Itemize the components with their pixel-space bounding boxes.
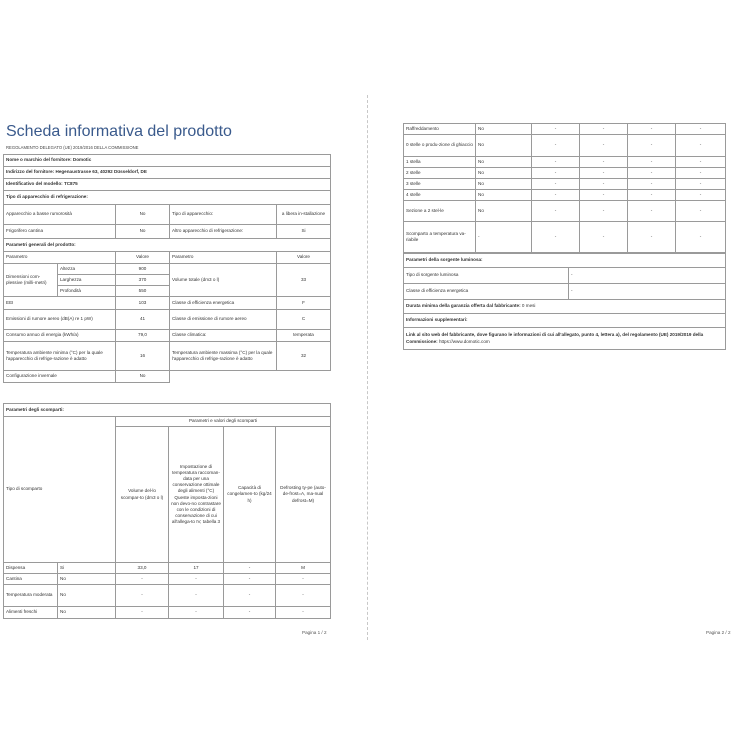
- cell-dash: -: [676, 179, 726, 190]
- col-value-1: Valore: [116, 252, 170, 264]
- compartment-present: No: [476, 190, 532, 201]
- min-temp-label: Temperatura ambiente minima (°C) per la quale l'apparecchio di refrige-razione è adatto: [4, 342, 116, 371]
- consumption-value: 79,0: [116, 330, 170, 342]
- freezing-capacity-header: Capacità di congelamen-to (kg/24 h): [224, 427, 276, 563]
- col-value-2: Valore: [277, 252, 331, 264]
- cell-dash: -: [532, 190, 580, 201]
- compartment-volume: -: [116, 574, 169, 585]
- compartment-present: No: [476, 124, 532, 135]
- compartment-freeze: -: [224, 563, 276, 574]
- cell-dash: -: [628, 201, 676, 222]
- compartment-present: Si: [58, 563, 116, 574]
- total-volume-value: 33: [277, 264, 331, 297]
- compartment-name: Raffreddamento: [404, 124, 476, 135]
- cell-dash: -: [676, 201, 726, 222]
- supplier-name: Nome o marchio del fornitore: Domotic: [4, 155, 331, 167]
- noise-class-value: C: [277, 310, 331, 330]
- document-page-2: [370, 95, 736, 640]
- compartment-name: Alimenti freschi: [4, 607, 58, 619]
- energy-class-value: F: [277, 297, 331, 310]
- light-class-value: -: [569, 284, 726, 300]
- light-source-table: [403, 253, 726, 350]
- eei-label: EEI: [4, 297, 116, 310]
- compartment-defrost: -: [276, 574, 331, 585]
- light-class-label: Classe di efficienza energetica: [404, 284, 569, 300]
- light-type-value: -: [569, 268, 726, 284]
- compartment-name: 0 stelle o produ-zione di ghiaccio: [404, 135, 476, 157]
- cell-dash: -: [676, 124, 726, 135]
- width-label: Larghezza: [58, 275, 116, 286]
- low-noise-value: No: [116, 205, 170, 225]
- compartment-present: No: [476, 179, 532, 190]
- consumption-label: Consumo annuo di energia (kWh/a): [4, 330, 116, 342]
- compartment-present: No: [476, 135, 532, 157]
- document-page-1: [0, 95, 364, 640]
- compartment-defrost: -: [276, 607, 331, 619]
- noise-value: 41: [116, 310, 170, 330]
- general-params-header: Parametri generali del prodotto:: [4, 239, 331, 252]
- page-number-2: Pagina 2 / 2: [706, 630, 731, 635]
- cell-dash: -: [532, 168, 580, 179]
- appliance-type-label: Tipo di apparecchio:: [170, 205, 277, 225]
- height-label: Altezza: [58, 264, 116, 275]
- max-temp-value: 32: [277, 342, 331, 371]
- depth-label: Profondità: [58, 286, 116, 297]
- col-param-2: Parametro: [170, 252, 277, 264]
- compartment-freeze: -: [224, 574, 276, 585]
- compartment-table-continued: [403, 123, 726, 253]
- light-source-header: Parametri della sorgente luminosa:: [404, 254, 726, 268]
- page-divider: [367, 95, 368, 640]
- manufacturer-link[interactable]: https://www.domotic.com: [438, 338, 490, 344]
- light-type-label: Tipo di sorgente luminosa: [404, 268, 569, 284]
- empty-cell: [170, 371, 331, 383]
- wine-cooler-value: No: [116, 225, 170, 239]
- climate-class-label: Classe climatica:: [170, 330, 277, 342]
- cell-dash: -: [532, 179, 580, 190]
- compartment-temp-header: Impostazione di temperatura raccoman-data per una conservazione ottimale degli alimenti (°C) Queste imposta-zioni non devo-no contrastare con le condizioni di conservazione di cui all'allega-to IV, tabella 3: [169, 427, 224, 563]
- table-row: [404, 201, 726, 222]
- compartment-name: 2 stelle: [404, 168, 476, 179]
- compartment-present: No: [476, 201, 532, 222]
- compartment-header: Parametri degli scomparti:: [4, 404, 331, 417]
- compartment-defrost: -: [276, 585, 331, 607]
- compartment-type-label: Tipo di scomparto: [4, 417, 116, 563]
- other-appliance-label: Altro apparecchio di refrigerazione:: [170, 225, 277, 239]
- cell-dash: -: [532, 124, 580, 135]
- compartment-name: 4 stelle: [404, 190, 476, 201]
- table-row: [4, 574, 331, 585]
- table-row: [4, 607, 331, 619]
- cell-dash: -: [580, 157, 628, 168]
- cell-dash: -: [532, 135, 580, 157]
- defrost-type-header: Defrosting ty-pe (auto-de-frost=A, ma-nual defrost=M): [276, 427, 331, 563]
- compartment-present: No: [58, 574, 116, 585]
- cell-dash: -: [628, 135, 676, 157]
- depth-value: 550: [116, 286, 170, 297]
- compartment-values-header: Parametri e valori degli scomparti: [116, 417, 331, 427]
- table-row: [404, 168, 726, 179]
- table-row: [4, 563, 331, 574]
- table-row: [4, 585, 331, 607]
- compartment-name: Dispensa: [4, 563, 58, 574]
- min-temp-value: 16: [116, 342, 170, 371]
- cell-dash: -: [580, 179, 628, 190]
- document-title: Scheda informativa del prodotto: [6, 123, 232, 140]
- compartment-temp: -: [169, 607, 224, 619]
- compartment-volume: -: [116, 607, 169, 619]
- cell-dash: -: [676, 157, 726, 168]
- compartment-present: No: [58, 607, 116, 619]
- cell-dash: -: [580, 222, 628, 253]
- compartment-volume: -: [116, 585, 169, 607]
- cell-dash: -: [532, 222, 580, 253]
- low-noise-label: Apparecchio a basse rumorosità: [4, 205, 116, 225]
- winter-config-label: Configurazione invernale: [4, 371, 116, 383]
- compartment-present: No: [476, 157, 532, 168]
- compartment-table: [3, 403, 331, 619]
- cell-dash: -: [676, 135, 726, 157]
- table-row: [404, 190, 726, 201]
- table-row: [404, 179, 726, 190]
- regulation-reference: REGOLAMENTO DELEGATO (UE) 2019/2016 DELLA COMMISSIONE: [6, 145, 139, 150]
- cell-dash: -: [628, 190, 676, 201]
- compartment-freeze: -: [224, 607, 276, 619]
- warranty-label: Durata minima della garanzia offerta dal fabbricante:: [406, 303, 521, 309]
- col-param-1: Parametro: [4, 252, 116, 264]
- eei-value: 103: [116, 297, 170, 310]
- appliance-type-header: Tipo di apparecchio di refrigerazione:: [4, 191, 331, 205]
- warranty-value: 0 mesi: [521, 303, 536, 309]
- compartment-temp: -: [169, 585, 224, 607]
- max-temp-label: Temperatura ambiente massima (°C) per la quale l'apparecchio di refrige-razione è adatto: [170, 342, 277, 371]
- table-row: [404, 124, 726, 135]
- cell-dash: -: [628, 222, 676, 253]
- info-text: Link al sito web del fabbricante, dove figurano le informazioni di cui all'allegato, punto 4, lettera a), del regolamento (UE) 2019/2019 della Commissione:: [406, 332, 704, 344]
- cell-dash: -: [580, 124, 628, 135]
- height-value: 900: [116, 264, 170, 275]
- table-row: [404, 157, 726, 168]
- compartment-name: Temperatura moderata: [4, 585, 58, 607]
- compartment-volume-header: Volume del-lo scompar-to (dm3 o l): [116, 427, 169, 563]
- info-text-row: [404, 328, 726, 350]
- cell-dash: -: [676, 222, 726, 253]
- cell-dash: -: [628, 124, 676, 135]
- cell-dash: -: [676, 190, 726, 201]
- cell-dash: -: [628, 168, 676, 179]
- noise-label: Emissioni di rumore aereo (dB(A) re 1 pW): [4, 310, 116, 330]
- winter-config-value: No: [116, 371, 170, 383]
- cell-dash: -: [580, 135, 628, 157]
- compartment-temp: 17: [169, 563, 224, 574]
- compartment-volume: 33,0: [116, 563, 169, 574]
- climate-class-value: temperata: [277, 330, 331, 342]
- compartment-name: Cantina: [4, 574, 58, 585]
- compartment-present: -: [476, 222, 532, 253]
- compartment-defrost: M: [276, 563, 331, 574]
- page-number-1: Pagina 1 / 2: [302, 630, 327, 635]
- appliance-type-value: a libera in-stallazione: [277, 205, 331, 225]
- compartment-name: 1 stella: [404, 157, 476, 168]
- model-identifier: Identificativo del modello: TC875: [4, 179, 331, 191]
- width-value: 370: [116, 275, 170, 286]
- table-row: [404, 135, 726, 157]
- compartment-freeze: -: [224, 585, 276, 607]
- cell-dash: -: [580, 201, 628, 222]
- cell-dash: -: [628, 179, 676, 190]
- compartment-present: No: [476, 168, 532, 179]
- other-appliance-value: Si: [277, 225, 331, 239]
- info-header: Informazioni supplementari:: [404, 314, 726, 328]
- cell-dash: -: [628, 157, 676, 168]
- cell-dash: -: [532, 201, 580, 222]
- compartment-name: Sezione a 2 stel-le: [404, 201, 476, 222]
- compartment-present: No: [58, 585, 116, 607]
- energy-class-label: Classe di efficienza energetica: [170, 297, 277, 310]
- cell-dash: -: [580, 190, 628, 201]
- compartment-name: Scomparto a temperatura va-riabile: [404, 222, 476, 253]
- total-volume-label: Volume totale (dm3 o l): [170, 264, 277, 297]
- dimensions-label: Dimensioni com-plessive (milli-metri): [4, 264, 58, 297]
- compartment-temp: -: [169, 574, 224, 585]
- product-info-table: [3, 154, 331, 383]
- noise-class-label: Classe di emissione di rumore aereo: [170, 310, 277, 330]
- cell-dash: -: [580, 168, 628, 179]
- compartment-name: 3 stelle: [404, 179, 476, 190]
- cell-dash: -: [676, 168, 726, 179]
- table-row: [404, 222, 726, 253]
- cell-dash: -: [532, 157, 580, 168]
- wine-cooler-label: Frigorifero cantina: [4, 225, 116, 239]
- supplier-address: Indirizzo del fornitore: Hegenaustrasse 63, 40292 Düsseldorf, DE: [4, 167, 331, 179]
- warranty-row: [404, 300, 726, 314]
